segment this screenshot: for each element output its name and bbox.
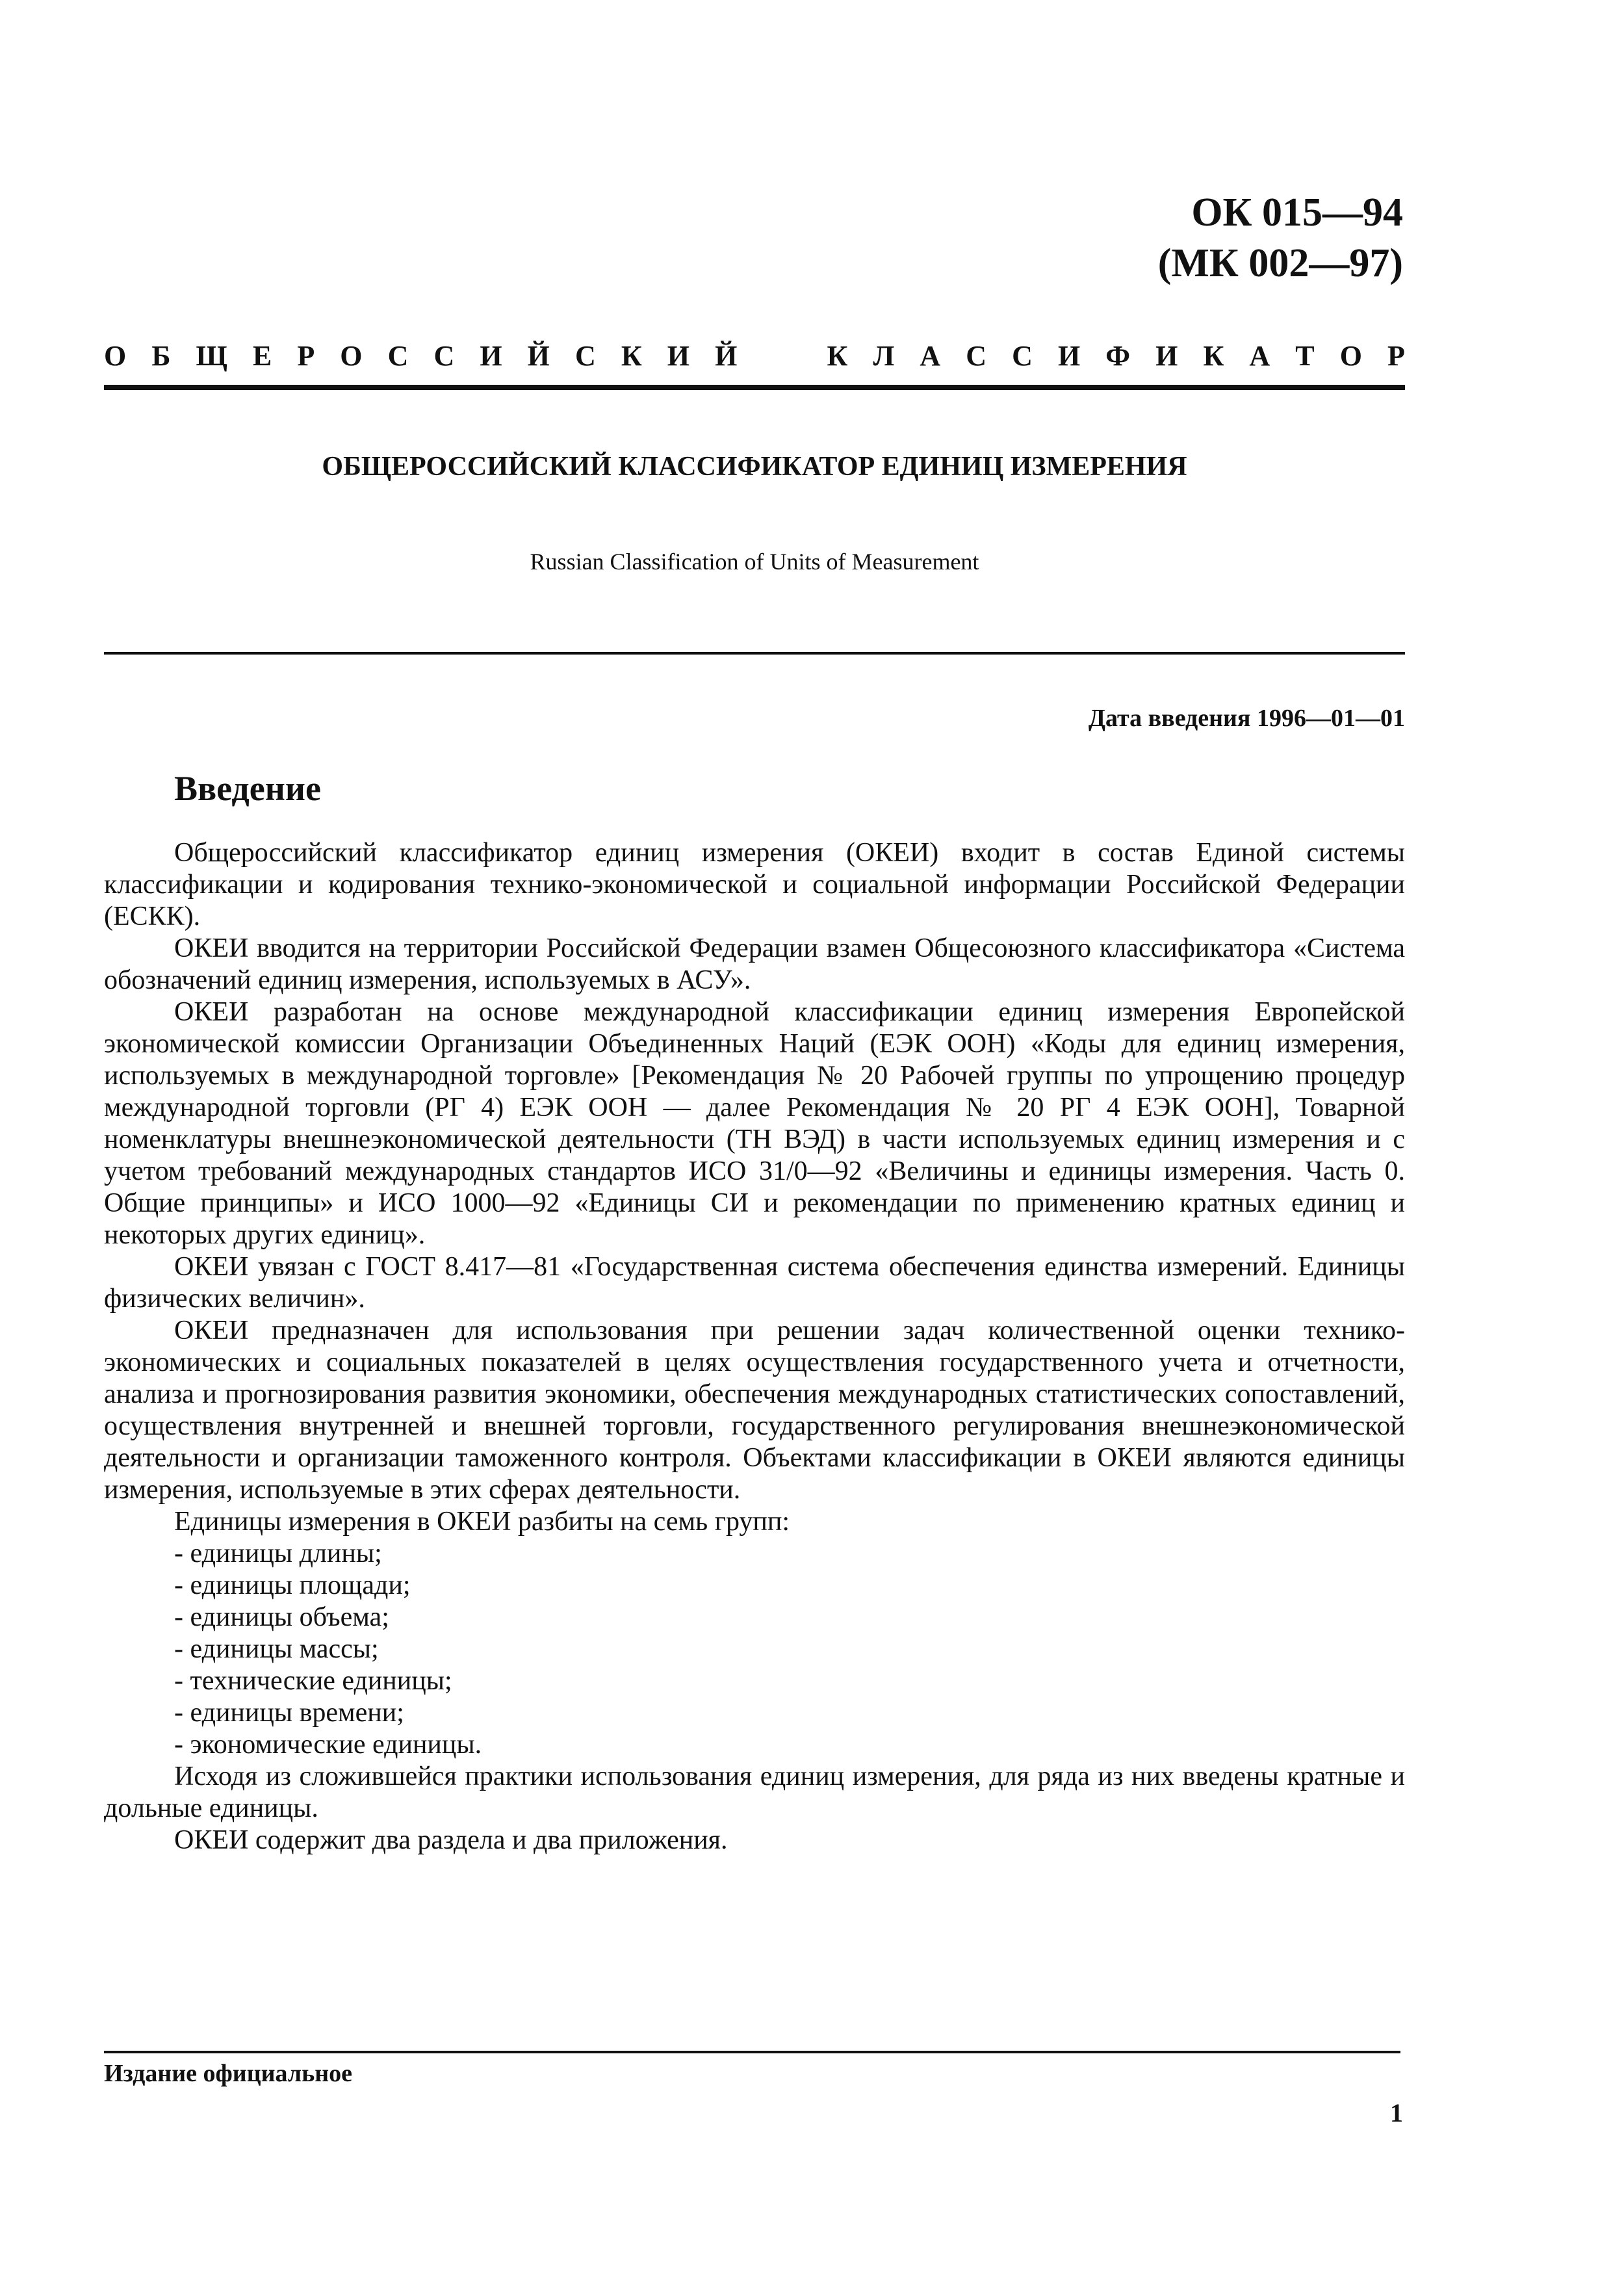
list-item: - единицы массы;: [104, 1633, 1405, 1665]
paragraph: ОКЕИ увязан с ГОСТ 8.417—81 «Государственная система обеспечения единства измерений. Единицы физических величин».: [104, 1252, 1405, 1314]
banner-letter: Т: [1295, 340, 1315, 372]
banner-letter: С: [1012, 340, 1033, 372]
header-divider: [104, 385, 1405, 390]
paragraph: ОКЕИ предназначен для использования при решении задач количественной оценки технико-экономических и социальных показателей в целях осуществления государственного учета и отчетности, анализа и прогнозирования развития экономики, обеспечения международных статистических сопоставлений, осуществления внутренней и внешней торговли, государственного регулирования внешнеэкономической деятельности и организации таможенного контроля. Объектами классификации в ОКЕИ являются единицы измерения, используемые в этих сферах деятельности.: [104, 1316, 1405, 1505]
banner-letter: К: [827, 340, 848, 372]
paragraph: ОКЕИ разработан на основе международной классификации единиц измерения Европейской экономической комиссии Организации Объединенных Наций (ЕЭК ООН) «Коды для единиц измерения, используемых в международной торговле» [Рекомендация № 20 Рабочей группы по упрощению процедур международной торговли (РГ 4) ЕЭК ООН — далее Рекомендация № 20 РГ 4 ЕЭК ООН], Товарной номенклатуры внешнеэкономической деятельности (ТН ВЭД) в части используемых единиц измерения и с учетом требований международных стандартов ИСО 31/0—92 «Величины и единицы измерения. Часть 0. Общие принципы» и ИСО 1000—92 «Единицы СИ и рекомендации по применению кратных единиц и некоторых других единиц».: [104, 997, 1405, 1250]
banner-letter: К: [621, 340, 642, 372]
document-code-line-2: (МК 002—97): [1157, 241, 1403, 285]
banner-letter: С: [966, 340, 986, 372]
banner-letter: О: [1339, 340, 1362, 372]
banner-letter: И: [480, 340, 502, 372]
banner-letter: Щ: [196, 340, 227, 372]
banner-word-gap: [762, 337, 801, 376]
document-title-english: Russian Classification of Units of Measurement: [530, 549, 979, 575]
banner-letter: Р: [297, 340, 315, 372]
paragraph: ОКЕИ вводится на территории Российской Федерации взамен Общесоюзного классификатора «Система обозначений единиц измерения, используемых в АСУ».: [104, 933, 1405, 995]
body-text: [104, 837, 1405, 1856]
paragraph: ОКЕИ содержит два раздела и два приложения.: [174, 1825, 728, 1855]
footer-divider: [104, 2051, 1400, 2053]
classifier-banner: [104, 337, 1405, 376]
banner-letter: Й: [715, 340, 738, 372]
list-item: - технические единицы;: [104, 1665, 1405, 1697]
banner-letter: И: [1155, 340, 1178, 372]
banner-letter: Б: [151, 340, 171, 372]
document-title: ОБЩЕРОССИЙСКИЙ КЛАССИФИКАТОР ЕДИНИЦ ИЗМЕРЕНИЯ: [322, 452, 1187, 482]
paragraph: Единицы измерения в ОКЕИ разбиты на семь групп:: [174, 1507, 790, 1537]
banner-letter: И: [1057, 340, 1081, 372]
banner-letter: Й: [527, 340, 550, 372]
list-item: - единицы длины;: [104, 1538, 1405, 1570]
banner-letter: О: [104, 340, 127, 372]
banner-letter: С: [387, 340, 409, 372]
document-code-line-1: ОК 015—94: [1191, 190, 1403, 235]
banner-letter: К: [1203, 340, 1224, 372]
banner-letter: Л: [873, 340, 895, 372]
page-number: 1: [1390, 2098, 1403, 2127]
unit-groups-list: [104, 1538, 1405, 1761]
banner-letter: О: [340, 340, 363, 372]
paragraph: Исходя из сложившейся практики использования единиц измерения, для ряда из них введены кратные и дольные единицы.: [104, 1762, 1405, 1823]
paragraph: Общероссийский классификатор единиц измерения (ОКЕИ) входит в состав Единой системы классификации и кодирования технико-экономической и социальной информации Российской Федерации (ЕСКК).: [104, 838, 1405, 931]
banner-letter: А: [1249, 340, 1270, 372]
list-item: - единицы времени;: [104, 1697, 1405, 1729]
section-heading: Введение: [174, 769, 321, 808]
edition-note: Издание официальное: [104, 2060, 353, 2087]
banner-letter: А: [920, 340, 941, 372]
banner-letter: И: [667, 340, 690, 372]
introduction-date: Дата введения 1996—01—01: [1088, 705, 1405, 732]
banner-letter: С: [433, 340, 455, 372]
banner-letter: С: [574, 340, 596, 372]
banner-letter: Ф: [1105, 340, 1131, 372]
document-code: [1158, 187, 1403, 289]
list-item: - экономические единицы.: [104, 1729, 1405, 1761]
list-item: - единицы объема;: [104, 1602, 1405, 1633]
list-item: - единицы площади;: [104, 1570, 1405, 1602]
banner-letter: Е: [252, 340, 272, 372]
banner-letter: Р: [1387, 340, 1405, 372]
title-divider: [104, 652, 1405, 655]
